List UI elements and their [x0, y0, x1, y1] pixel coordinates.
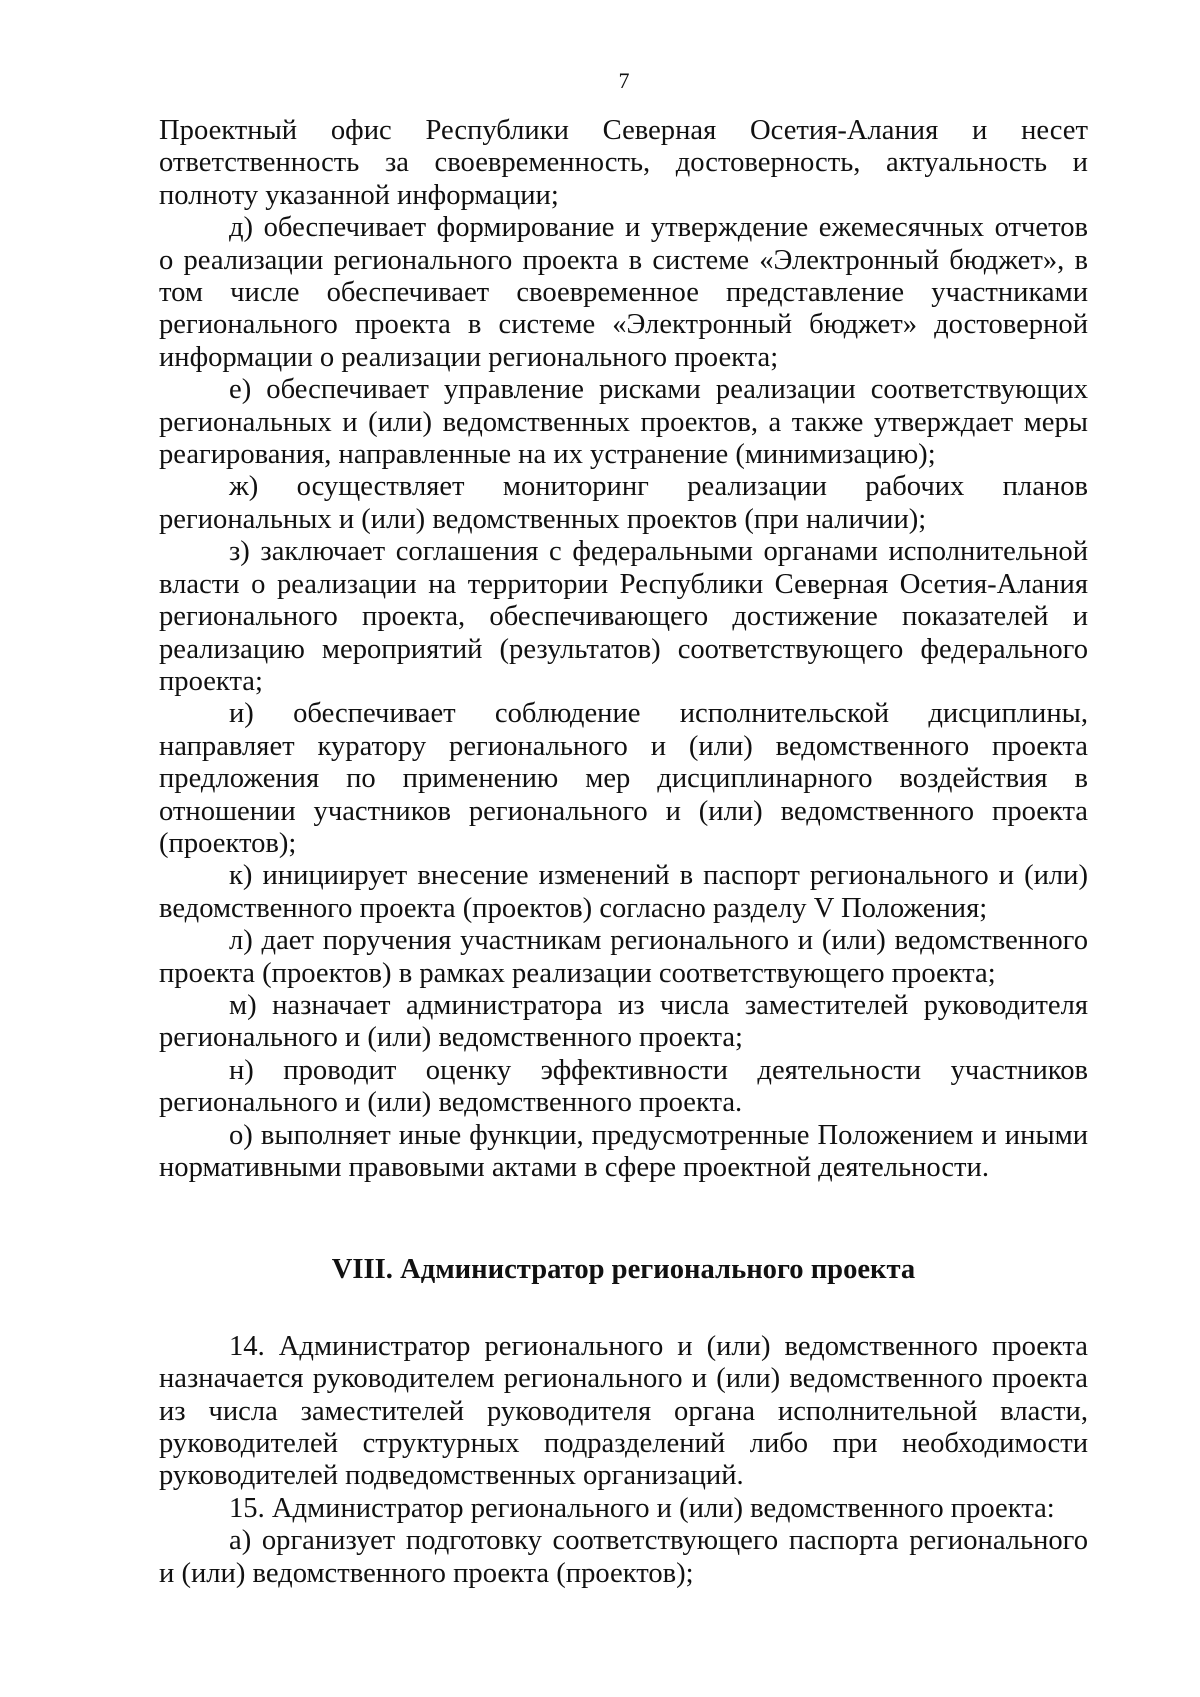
section-heading: VIII. Администратор регионального проекта: [331, 1254, 916, 1286]
paragraph-clause-15: 15. Администратор регионального и (или) ведомственного проекта:: [229, 1492, 1055, 1524]
paragraph-item-d: д) обеспечивает формирование и утверждение ежемесячных отчетов о реализации регионального проекта в системе «Электронный бюджет», в том числе обеспечивает своевременное представление участниками регионального проекта в системе «Электронный бюджет» достоверной информации о реализации регионального проекта;: [159, 212, 1088, 373]
paragraph-item-o: о) выполняет иные функции, предусмотренные Положением и иными нормативными правовыми актами в сфере проектной деятельности.: [159, 1119, 1088, 1183]
paragraph-item-zh: ж) осуществляет мониторинг реализации рабочих планов региональных и (или) ведомственных проектов (при наличии);: [159, 471, 1088, 535]
paragraph-item-n: н) проводит оценку эффективности деятельности участников регионального и (или) ведомственного проекта.: [159, 1054, 1088, 1119]
paragraph-item-l: л) дает поручения участникам регионального и (или) ведомственного проекта (проектов) в рамках реализации соответствующего проекта;: [159, 925, 1088, 989]
paragraph-item-k: к) инициирует внесение изменений в паспорт регионального и (или) ведомственного проекта (проектов) согласно разделу V Положения;: [159, 860, 1088, 924]
paragraph-item-z: з) заключает соглашения с федеральными органами исполнительной власти о реализации на территории Республики Северная Осетия-Алания регионального проекта, обеспечивающего достижение показателей и реализацию мероприятий (результатов) соответствующего федерального проекта;: [159, 536, 1088, 697]
document-body: [159, 115, 1088, 1590]
page-number: 7: [618, 68, 630, 93]
paragraph: Проектный офис Республики Северная Осетия-Алания и несет ответственность за своевременность, достоверность, актуальность и полноту указанной информации;: [159, 115, 1088, 211]
paragraph-item-a: а) организует подготовку соответствующего паспорта регионального и (или) ведомственного проекта (проектов);: [159, 1525, 1088, 1589]
paragraph-item-e: е) обеспечивает управление рисками реализации соответствующих региональных и (или) ведомственных проектов, а также утверждает меры реагирования, направленные на их устранение (минимизацию);: [159, 374, 1088, 471]
paragraphs-after: [159, 1331, 1088, 1590]
paragraphs-before: [159, 115, 1088, 1184]
paragraph-clause-14: 14. Администратор регионального и (или) ведомственного проекта назначается руководителем регионального и (или) ведомственного проекта из числа заместителей руководителя органа исполнительной власти, руководителей структурных подразделений либо при необходимости руководителей подведомственных организаций.: [159, 1330, 1088, 1492]
paragraph-item-i: и) обеспечивает соблюдение исполнительской дисциплины, направляет куратору регионального и (или) ведомственного проекта предложения по применению мер дисциплинарного воздействия в отношении участников регионального и (или) ведомственного проекта (проектов);: [159, 698, 1088, 859]
paragraph-item-m: м) назначает администратора из числа заместителей руководителя регионального и (или) ведомственного проекта;: [159, 989, 1088, 1054]
